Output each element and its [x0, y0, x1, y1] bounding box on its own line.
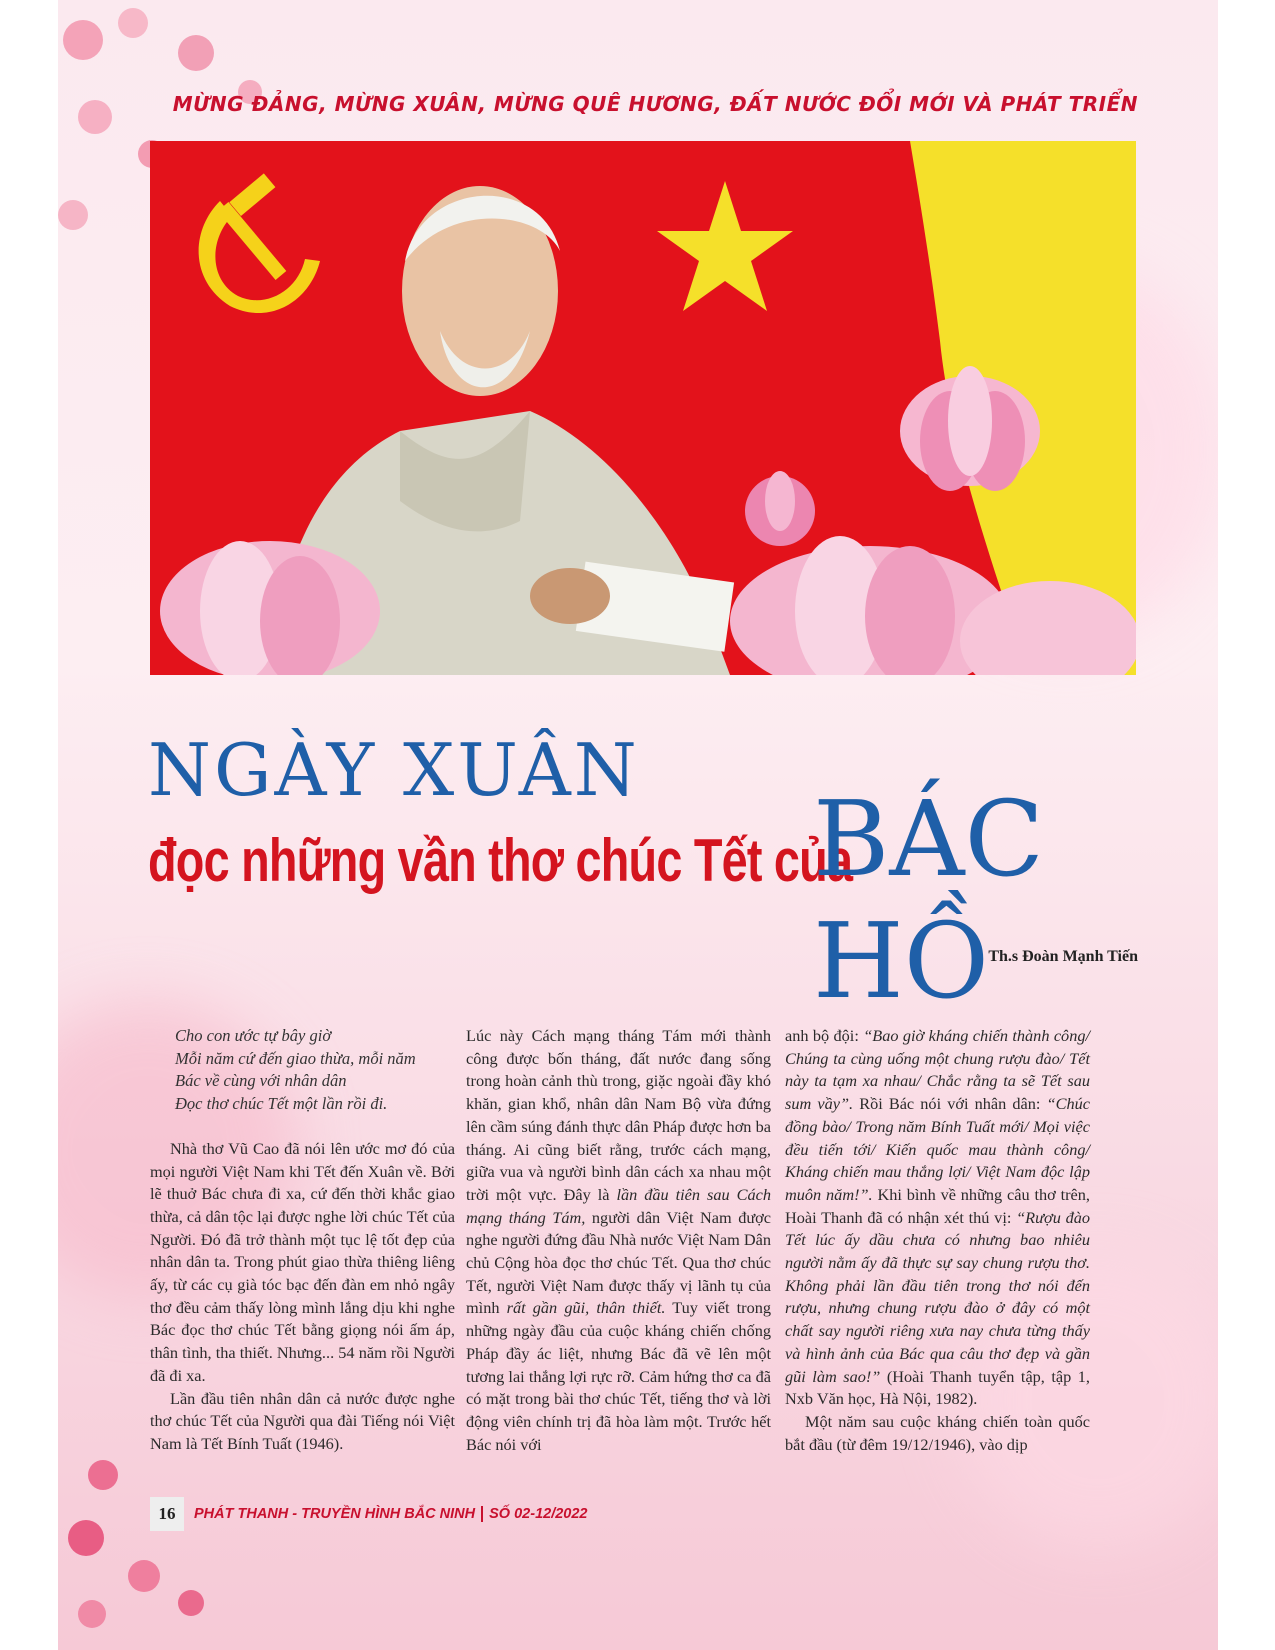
paragraph — [785, 1025, 1090, 1411]
title-line-1: NGÀY XUÂN — [148, 728, 640, 812]
poem-line: Cho con ước tự bây giờ — [175, 1026, 332, 1045]
paragraph: Nhà thơ Vũ Cao đã nói lên ước mơ đó của mọi người Việt Nam khi Tết đến Xuân về. Bởi lẽ thuở Bác chưa đi xa, cứ đến thời khắc giao thừa, cả dân tộc lại được nghe lời chúc Tết của Người. Đó đã trở thành một tục lệ tốt đẹp của nhân dân ta. Trong phút giao thừa thiêng liêng ấy, từ các cụ già tóc bạc đến đàn em nhỏ ngây thơ đều cảm thấy lòng mình lắng dịu khi nghe Bác đọc thơ chúc Tết bằng giọng nói ấm áp, thân tình, tha thiết. Nhưng... 54 năm rồi Người đã đi xa. — [150, 1138, 455, 1385]
footer-divider — [481, 1506, 483, 1522]
italic-text: “Bao giờ kháng chiến thành công/ Chúng ta cùng uống một chung rượu đào/ Tết này ta tạm xa nhau/ Chắc rằng ta sẽ Tết sau sum vầy”. — [785, 1026, 1090, 1114]
italic-text: lần đầu tiên sau Cách mạng tháng Tám, — [466, 1184, 771, 1227]
section-supertitle: MỪNG ĐẢNG, MỪNG XUÂN, MỪNG QUÊ HƯƠNG, ĐẤT NƯỚC ĐỔI MỚI VÀ PHÁT TRIỂN — [172, 92, 1138, 116]
text-run: người dân Việt Nam được nghe người đứng đầu Nhà nước Việt Nam Dân chủ Cộng hòa đọc thơ chúc Tết. Qua thơ chúc Tết, người Việt Nam được thấy vị lãnh tụ của mình — [466, 1207, 771, 1318]
author-byline: Th.s Đoàn Mạnh Tiến — [988, 948, 1138, 965]
title-line-3: BÁC HỒ — [813, 778, 1045, 1022]
italic-text: “Rượu đào Tết lúc ấy dầu chưa có nhưng bao nhiêu người nằm ấy đã thực sự say chung rượu thơ. Không phải lần đầu tiên trong thơ nói đến rượu, nhưng chung rượu đào ở đây có một chất say người riêng xưa nay chưa từng thấy và hình ảnh của Bác qua câu thơ đẹp và gần gũi làm sao!” — [785, 1207, 1090, 1386]
text-run: Lúc này Cách mạng tháng Tám mới thành công được bốn tháng, đất nước đang sống trong hoàn cảnh thù trong, giặc ngoài đầy khó khăn, gian khổ, nhân dân Nam Bộ vừa đứng lên cầm súng đánh thực dân Pháp được hơn ba tháng. Ai cũng biết rằng, trước cách mạng, giữa vua và người bình dân cách xa nhau một trời một vực. Đây là — [466, 1026, 771, 1204]
paragraph: Lần đầu tiên nhân dân cả nước được nghe thơ chúc Tết của Người qua đài Tiếng nói Việt Nam là Tết Bính Tuất (1946). — [150, 1388, 455, 1453]
publication-name: PHÁT THANH - TRUYỀN HÌNH BẮC NINH — [194, 1506, 476, 1522]
paragraph — [466, 1025, 771, 1456]
page-number: 16 — [150, 1497, 184, 1531]
italic-text: “Chúc đồng bào/ Trong năm Bính Tuất mới/ Mọi việc đều tiến tới/ Kiến quốc mau thành công/ Kháng chiến mau thắng lợi/ Việt Nam độc lập muôn năm!”. — [785, 1094, 1090, 1204]
hero-illustration — [150, 141, 1136, 675]
page-footer — [150, 1497, 588, 1531]
title-line-2: đọc những vần thơ chúc Tết của — [148, 827, 853, 894]
poem-line: Mỗi năm cứ đến giao thừa, mỗi năm — [175, 1048, 416, 1068]
poem-line: Đọc thơ chúc Tết một lần rồi đi. — [175, 1094, 388, 1114]
poem-line: Bác về cùng với nhân dân — [175, 1071, 347, 1091]
text-run: (Hoài Thanh tuyển tập, tập 1, Nxb Văn học, Hà Nội, 1982). — [785, 1366, 1090, 1409]
epigraph-poem — [150, 1025, 455, 1116]
paragraph: Một năm sau cuộc kháng chiến toàn quốc bắt đầu (từ đêm 19/12/1946), vào dịp — [785, 1411, 1090, 1454]
article-column-2 — [466, 1025, 771, 1456]
article-column-3 — [785, 1025, 1090, 1456]
issue-number: SỐ 02-12/2022 — [489, 1506, 588, 1522]
article-column-1 — [150, 1025, 455, 1456]
italic-text: rất gần gũi, thân thiết. — [506, 1298, 666, 1318]
text-run: Tuy viết trong những ngày đầu của cuộc kháng chiến chống Pháp đầy ác liệt, nhưng Bác đã vẽ lên một tương lai thắng lợi rực rỡ. Cảm hứng thơ ca đã có mặt trong bài thơ chúc Tết, tiếng thơ và lời động viên chính trị đã hòa làm một. Trước hết Bác nói với — [466, 1298, 772, 1454]
text-run: Rồi Bác nói với nhân dân: — [859, 1094, 1041, 1114]
magazine-page — [58, 0, 1218, 1650]
text-run: Khi bình về những câu thơ trên, Hoài Thanh đã có nhận xét thú vị: — [785, 1184, 1090, 1227]
text-run: anh bộ đội: — [785, 1026, 859, 1045]
